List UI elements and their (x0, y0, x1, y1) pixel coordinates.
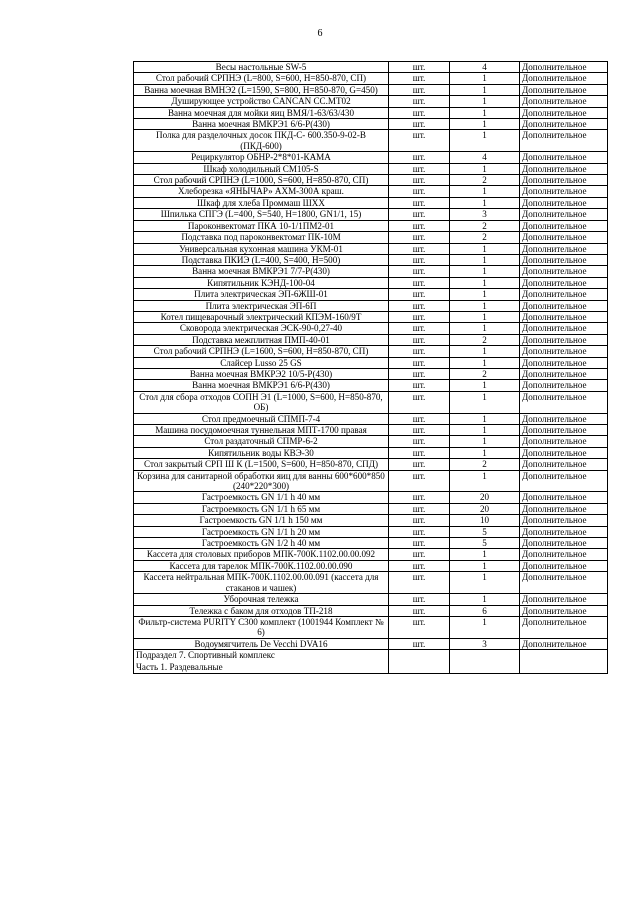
table-row (134, 152, 608, 163)
table-row (134, 413, 608, 424)
note-cell: Дополнительное (520, 62, 608, 73)
table-row (134, 447, 608, 458)
item-name-cell: Слайсер Lusso 25 GS (134, 357, 389, 368)
quantity-cell: 1 (450, 311, 520, 322)
table-row (134, 323, 608, 334)
note-cell: Дополнительное (520, 96, 608, 107)
table-row (134, 311, 608, 322)
item-name-cell: Котел пищеварочный электрический КПЭМ-160/9Т (134, 311, 389, 322)
note-cell: Дополнительное (520, 538, 608, 549)
item-name-cell: Водоумягчитель De Vecchi DVA16 (134, 638, 389, 649)
table-row (134, 459, 608, 470)
item-name-cell: Тележка с баком для отходов ТП-218 (134, 605, 389, 616)
note-cell: Дополнительное (520, 503, 608, 514)
unit-cell: шт. (389, 266, 450, 277)
quantity-cell: 1 (450, 277, 520, 288)
item-name-cell: Стол раздаточный СПМР-6-2 (134, 436, 389, 447)
note-cell: Дополнительное (520, 186, 608, 197)
table-row (134, 163, 608, 174)
section-cell (134, 650, 389, 674)
table-row (134, 300, 608, 311)
quantity-cell: 1 (450, 616, 520, 638)
quantity-cell: 2 (450, 175, 520, 186)
quantity-cell: 1 (450, 84, 520, 95)
note-cell: Дополнительное (520, 605, 608, 616)
quantity-cell: 1 (450, 197, 520, 208)
quantity-cell: 1 (450, 300, 520, 311)
item-name-cell: Пароконвектомат ПКА 10-1/1ПМ2-01 (134, 220, 389, 231)
item-name-cell: Душирующее устройство CANCAN CC.MT02 (134, 96, 389, 107)
item-name-cell: Машина посудомоечная туннельная МПТ-1700 правая (134, 425, 389, 436)
quantity-cell: 1 (450, 380, 520, 391)
item-name-cell: Ванна моечная ВМКРЭ1 6/6-Р(430) (134, 119, 389, 130)
unit-cell: шт. (389, 459, 450, 470)
table-row (134, 425, 608, 436)
section-note-cell (520, 650, 608, 674)
table-row (134, 107, 608, 118)
note-cell: Дополнительное (520, 391, 608, 413)
table-row (134, 209, 608, 220)
unit-cell: шт. (389, 549, 450, 560)
note-cell: Дополнительное (520, 175, 608, 186)
quantity-cell: 1 (450, 447, 520, 458)
note-cell: Дополнительное (520, 84, 608, 95)
note-cell: Дополнительное (520, 152, 608, 163)
unit-cell: шт. (389, 526, 450, 537)
table-row (134, 232, 608, 243)
table-row (134, 616, 608, 638)
table-row (134, 503, 608, 514)
note-cell: Дополнительное (520, 413, 608, 424)
quantity-cell: 5 (450, 526, 520, 537)
item-name-cell: Стол рабочий СРПНЭ (L=1000, S=600, H=850-870, СП) (134, 175, 389, 186)
table-row (134, 84, 608, 95)
unit-cell: шт. (389, 323, 450, 334)
unit-cell: шт. (389, 130, 450, 152)
unit-cell: шт. (389, 84, 450, 95)
quantity-cell: 1 (450, 425, 520, 436)
note-cell: Дополнительное (520, 220, 608, 231)
table-row (134, 334, 608, 345)
note-cell: Дополнительное (520, 572, 608, 594)
note-cell: Дополнительное (520, 470, 608, 492)
item-name-cell: Кассета для столовых приборов МПК-700К.1102.00.00.092 (134, 549, 389, 560)
table-row (134, 357, 608, 368)
note-cell: Дополнительное (520, 616, 608, 638)
unit-cell: шт. (389, 616, 450, 638)
note-cell: Дополнительное (520, 300, 608, 311)
unit-cell: шт. (389, 425, 450, 436)
unit-cell: шт. (389, 62, 450, 73)
quantity-cell: 1 (450, 549, 520, 560)
quantity-cell: 1 (450, 572, 520, 594)
item-name-cell: Гастроемкость GN 1/1 h 40 мм (134, 492, 389, 503)
unit-cell: шт. (389, 243, 450, 254)
table-row (134, 436, 608, 447)
note-cell: Дополнительное (520, 368, 608, 379)
unit-cell: шт. (389, 368, 450, 379)
quantity-cell: 2 (450, 220, 520, 231)
unit-cell: шт. (389, 638, 450, 649)
table-row (134, 254, 608, 265)
table-row (134, 549, 608, 560)
item-name-cell: Кассета для тарелок МПК-700К.1102.00.00.090 (134, 560, 389, 571)
unit-cell: шт. (389, 605, 450, 616)
note-cell: Дополнительное (520, 425, 608, 436)
unit-cell: шт. (389, 470, 450, 492)
quantity-cell: 4 (450, 152, 520, 163)
table-row (134, 515, 608, 526)
section-unit-cell (389, 650, 450, 674)
item-name-cell: Кассета нейтральная МПК-700К.1102.00.00.091 (кассета для стаканов и чашек) (134, 572, 389, 594)
item-name-cell: Ванна моечная ВМНЭ2 (L=1590, S=800, H=850-870, G=450) (134, 84, 389, 95)
item-name-cell: Подставка под пароконвектомат ПК-10М (134, 232, 389, 243)
table-row (134, 289, 608, 300)
note-cell: Дополнительное (520, 232, 608, 243)
note-cell: Дополнительное (520, 594, 608, 605)
unit-cell: шт. (389, 186, 450, 197)
table-row (134, 594, 608, 605)
item-name-cell: Ванна моечная ВМКРЭ1 7/7-Р(430) (134, 266, 389, 277)
unit-cell: шт. (389, 503, 450, 514)
unit-cell: шт. (389, 572, 450, 594)
unit-cell: шт. (389, 289, 450, 300)
table-row (134, 175, 608, 186)
note-cell: Дополнительное (520, 549, 608, 560)
unit-cell: шт. (389, 96, 450, 107)
unit-cell: шт. (389, 380, 450, 391)
note-cell: Дополнительное (520, 436, 608, 447)
quantity-cell: 1 (450, 594, 520, 605)
table-row (134, 368, 608, 379)
quantity-cell: 1 (450, 254, 520, 265)
table-row (134, 605, 608, 616)
item-name-cell: Уборочная тележка (134, 594, 389, 605)
quantity-cell: 1 (450, 96, 520, 107)
note-cell: Дополнительное (520, 289, 608, 300)
note-cell: Дополнительное (520, 311, 608, 322)
section-subtitle: Часть 1. Раздевальные (136, 661, 223, 672)
section-row (134, 650, 608, 674)
unit-cell: шт. (389, 107, 450, 118)
note-cell: Дополнительное (520, 107, 608, 118)
note-cell: Дополнительное (520, 209, 608, 220)
unit-cell: шт. (389, 232, 450, 243)
quantity-cell: 1 (450, 346, 520, 357)
note-cell: Дополнительное (520, 73, 608, 84)
unit-cell: шт. (389, 413, 450, 424)
note-cell: Дополнительное (520, 277, 608, 288)
quantity-cell: 1 (450, 289, 520, 300)
note-cell: Дополнительное (520, 130, 608, 152)
unit-cell: шт. (389, 515, 450, 526)
table-row (134, 470, 608, 492)
item-name-cell: Стол предмоечный СПМП-7-4 (134, 413, 389, 424)
item-name-cell: Стол для сбора отходов СОПН Э1 (L=1000, S=600, H=850-870, ОБ) (134, 391, 389, 413)
quantity-cell: 20 (450, 503, 520, 514)
table-row (134, 186, 608, 197)
table-row (134, 538, 608, 549)
table-row (134, 243, 608, 254)
quantity-cell: 1 (450, 186, 520, 197)
equipment-table-body (134, 62, 608, 650)
item-name-cell: Плита электрическая ЭП-6П (134, 300, 389, 311)
equipment-table (133, 61, 608, 674)
section-qty-cell (450, 650, 520, 674)
table-row (134, 220, 608, 231)
item-name-cell: Универсальная кухонная машина УКМ-01 (134, 243, 389, 254)
quantity-cell: 20 (450, 492, 520, 503)
quantity-cell: 1 (450, 357, 520, 368)
table-row (134, 73, 608, 84)
item-name-cell: Гастроемкость GN 1/1 h 20 мм (134, 526, 389, 537)
quantity-cell: 1 (450, 163, 520, 174)
table-row (134, 526, 608, 537)
quantity-cell: 10 (450, 515, 520, 526)
table-row (134, 277, 608, 288)
unit-cell: шт. (389, 119, 450, 130)
quantity-cell: 1 (450, 323, 520, 334)
note-cell: Дополнительное (520, 334, 608, 345)
quantity-cell: 1 (450, 130, 520, 152)
item-name-cell: Гастроемкость GN 1/1 h 150 мм (134, 515, 389, 526)
table-row (134, 346, 608, 357)
quantity-cell: 1 (450, 107, 520, 118)
note-cell: Дополнительное (520, 163, 608, 174)
quantity-cell: 1 (450, 560, 520, 571)
unit-cell: шт. (389, 357, 450, 368)
item-name-cell: Ванна моечная для мойки яиц ВМЯ/1-63/63/430 (134, 107, 389, 118)
unit-cell: шт. (389, 73, 450, 84)
item-name-cell: Полка для разделочных досок ПКД-С- 600.350-9-02-В (ПКД-600) (134, 130, 389, 152)
item-name-cell: Шкаф для хлеба Проммаш ШХХ (134, 197, 389, 208)
note-cell: Дополнительное (520, 346, 608, 357)
table-row (134, 380, 608, 391)
item-name-cell: Гастроемкость GN 1/1 h 65 мм (134, 503, 389, 514)
item-name-cell: Шкаф холодильный СМ105-S (134, 163, 389, 174)
note-cell: Дополнительное (520, 526, 608, 537)
item-name-cell: Ванна моечная ВМКРЭ1 6/6-Р(430) (134, 380, 389, 391)
unit-cell: шт. (389, 594, 450, 605)
table-row (134, 560, 608, 571)
unit-cell: шт. (389, 560, 450, 571)
note-cell: Дополнительное (520, 459, 608, 470)
unit-cell: шт. (389, 175, 450, 186)
note-cell: Дополнительное (520, 243, 608, 254)
note-cell: Дополнительное (520, 357, 608, 368)
unit-cell: шт. (389, 277, 450, 288)
table-row (134, 266, 608, 277)
table-row (134, 130, 608, 152)
quantity-cell: 1 (450, 266, 520, 277)
table-row (134, 638, 608, 649)
item-name-cell: Кипятильник КЭНД-100-04 (134, 277, 389, 288)
note-cell: Дополнительное (520, 119, 608, 130)
unit-cell: шт. (389, 209, 450, 220)
unit-cell: шт. (389, 436, 450, 447)
unit-cell: шт. (389, 152, 450, 163)
item-name-cell: Кипятильник воды КВЭ-30 (134, 447, 389, 458)
item-name-cell: Подставка межплитная ПМП-40-01 (134, 334, 389, 345)
unit-cell: шт. (389, 300, 450, 311)
item-name-cell: Шпилька СПГЭ (L=400, S=540, H=1800, GN1/1, 15) (134, 209, 389, 220)
item-name-cell: Рециркулятор ОБНР-2*8*01-КАМА (134, 152, 389, 163)
unit-cell: шт. (389, 538, 450, 549)
quantity-cell: 4 (450, 62, 520, 73)
page-number: 6 (317, 28, 323, 39)
quantity-cell: 1 (450, 413, 520, 424)
table-row (134, 96, 608, 107)
quantity-cell: 2 (450, 368, 520, 379)
unit-cell: шт. (389, 311, 450, 322)
quantity-cell: 2 (450, 459, 520, 470)
unit-cell: шт. (389, 492, 450, 503)
table-row (134, 492, 608, 503)
item-name-cell: Стол закрытый СРП Ш К (L=1500, S=600, H=850-870, СПД) (134, 459, 389, 470)
quantity-cell: 1 (450, 470, 520, 492)
quantity-cell: 1 (450, 436, 520, 447)
quantity-cell: 1 (450, 391, 520, 413)
note-cell: Дополнительное (520, 380, 608, 391)
unit-cell: шт. (389, 220, 450, 231)
note-cell: Дополнительное (520, 254, 608, 265)
unit-cell: шт. (389, 391, 450, 413)
note-cell: Дополнительное (520, 323, 608, 334)
item-name-cell: Сковорода электрическая ЭСК-90-0,27-40 (134, 323, 389, 334)
item-name-cell: Хлеборезка «ЯНЫЧАР» АХМ-300А краш. (134, 186, 389, 197)
note-cell: Дополнительное (520, 515, 608, 526)
unit-cell: шт. (389, 254, 450, 265)
unit-cell: шт. (389, 163, 450, 174)
item-name-cell: Плита электрическая ЭП-6ЖШ-01 (134, 289, 389, 300)
unit-cell: шт. (389, 447, 450, 458)
note-cell: Дополнительное (520, 492, 608, 503)
note-cell: Дополнительное (520, 560, 608, 571)
note-cell: Дополнительное (520, 638, 608, 649)
item-name-cell: Подставка ПКИЭ (L=400, S=400, H=500) (134, 254, 389, 265)
unit-cell: шт. (389, 197, 450, 208)
item-name-cell: Корзина для санитарной обработки яиц для ванны 600*600*850 (240*220*300) (134, 470, 389, 492)
unit-cell: шт. (389, 334, 450, 345)
table-row (134, 572, 608, 594)
section-title: Подраздел 7. Спортивный комплекс (136, 650, 275, 661)
quantity-cell: 6 (450, 605, 520, 616)
item-name-cell: Весы настольные SW-5 (134, 62, 389, 73)
table-row (134, 197, 608, 208)
quantity-cell: 3 (450, 209, 520, 220)
table-row (134, 62, 608, 73)
quantity-cell: 1 (450, 73, 520, 84)
note-cell: Дополнительное (520, 197, 608, 208)
item-name-cell: Стол рабочий СРПНЭ (L=800, S=600, H=850-870, СП) (134, 73, 389, 84)
quantity-cell: 1 (450, 119, 520, 130)
note-cell: Дополнительное (520, 447, 608, 458)
quantity-cell: 2 (450, 334, 520, 345)
item-name-cell: Стол рабочий СРПНЭ (L=1600, S=600, H=850-870, СП) (134, 346, 389, 357)
item-name-cell: Фильтр-система PURITY C300 комплект (1001944 Комплект № 6) (134, 616, 389, 638)
table-row (134, 391, 608, 413)
item-name-cell: Ванна моечная ВМКРЭ2 10/5-Р(430) (134, 368, 389, 379)
quantity-cell: 3 (450, 638, 520, 649)
unit-cell: шт. (389, 346, 450, 357)
item-name-cell: Гастроемкость GN 1/2 h 40 мм (134, 538, 389, 549)
quantity-cell: 2 (450, 232, 520, 243)
quantity-cell: 5 (450, 538, 520, 549)
table-row (134, 119, 608, 130)
note-cell: Дополнительное (520, 266, 608, 277)
quantity-cell: 1 (450, 243, 520, 254)
